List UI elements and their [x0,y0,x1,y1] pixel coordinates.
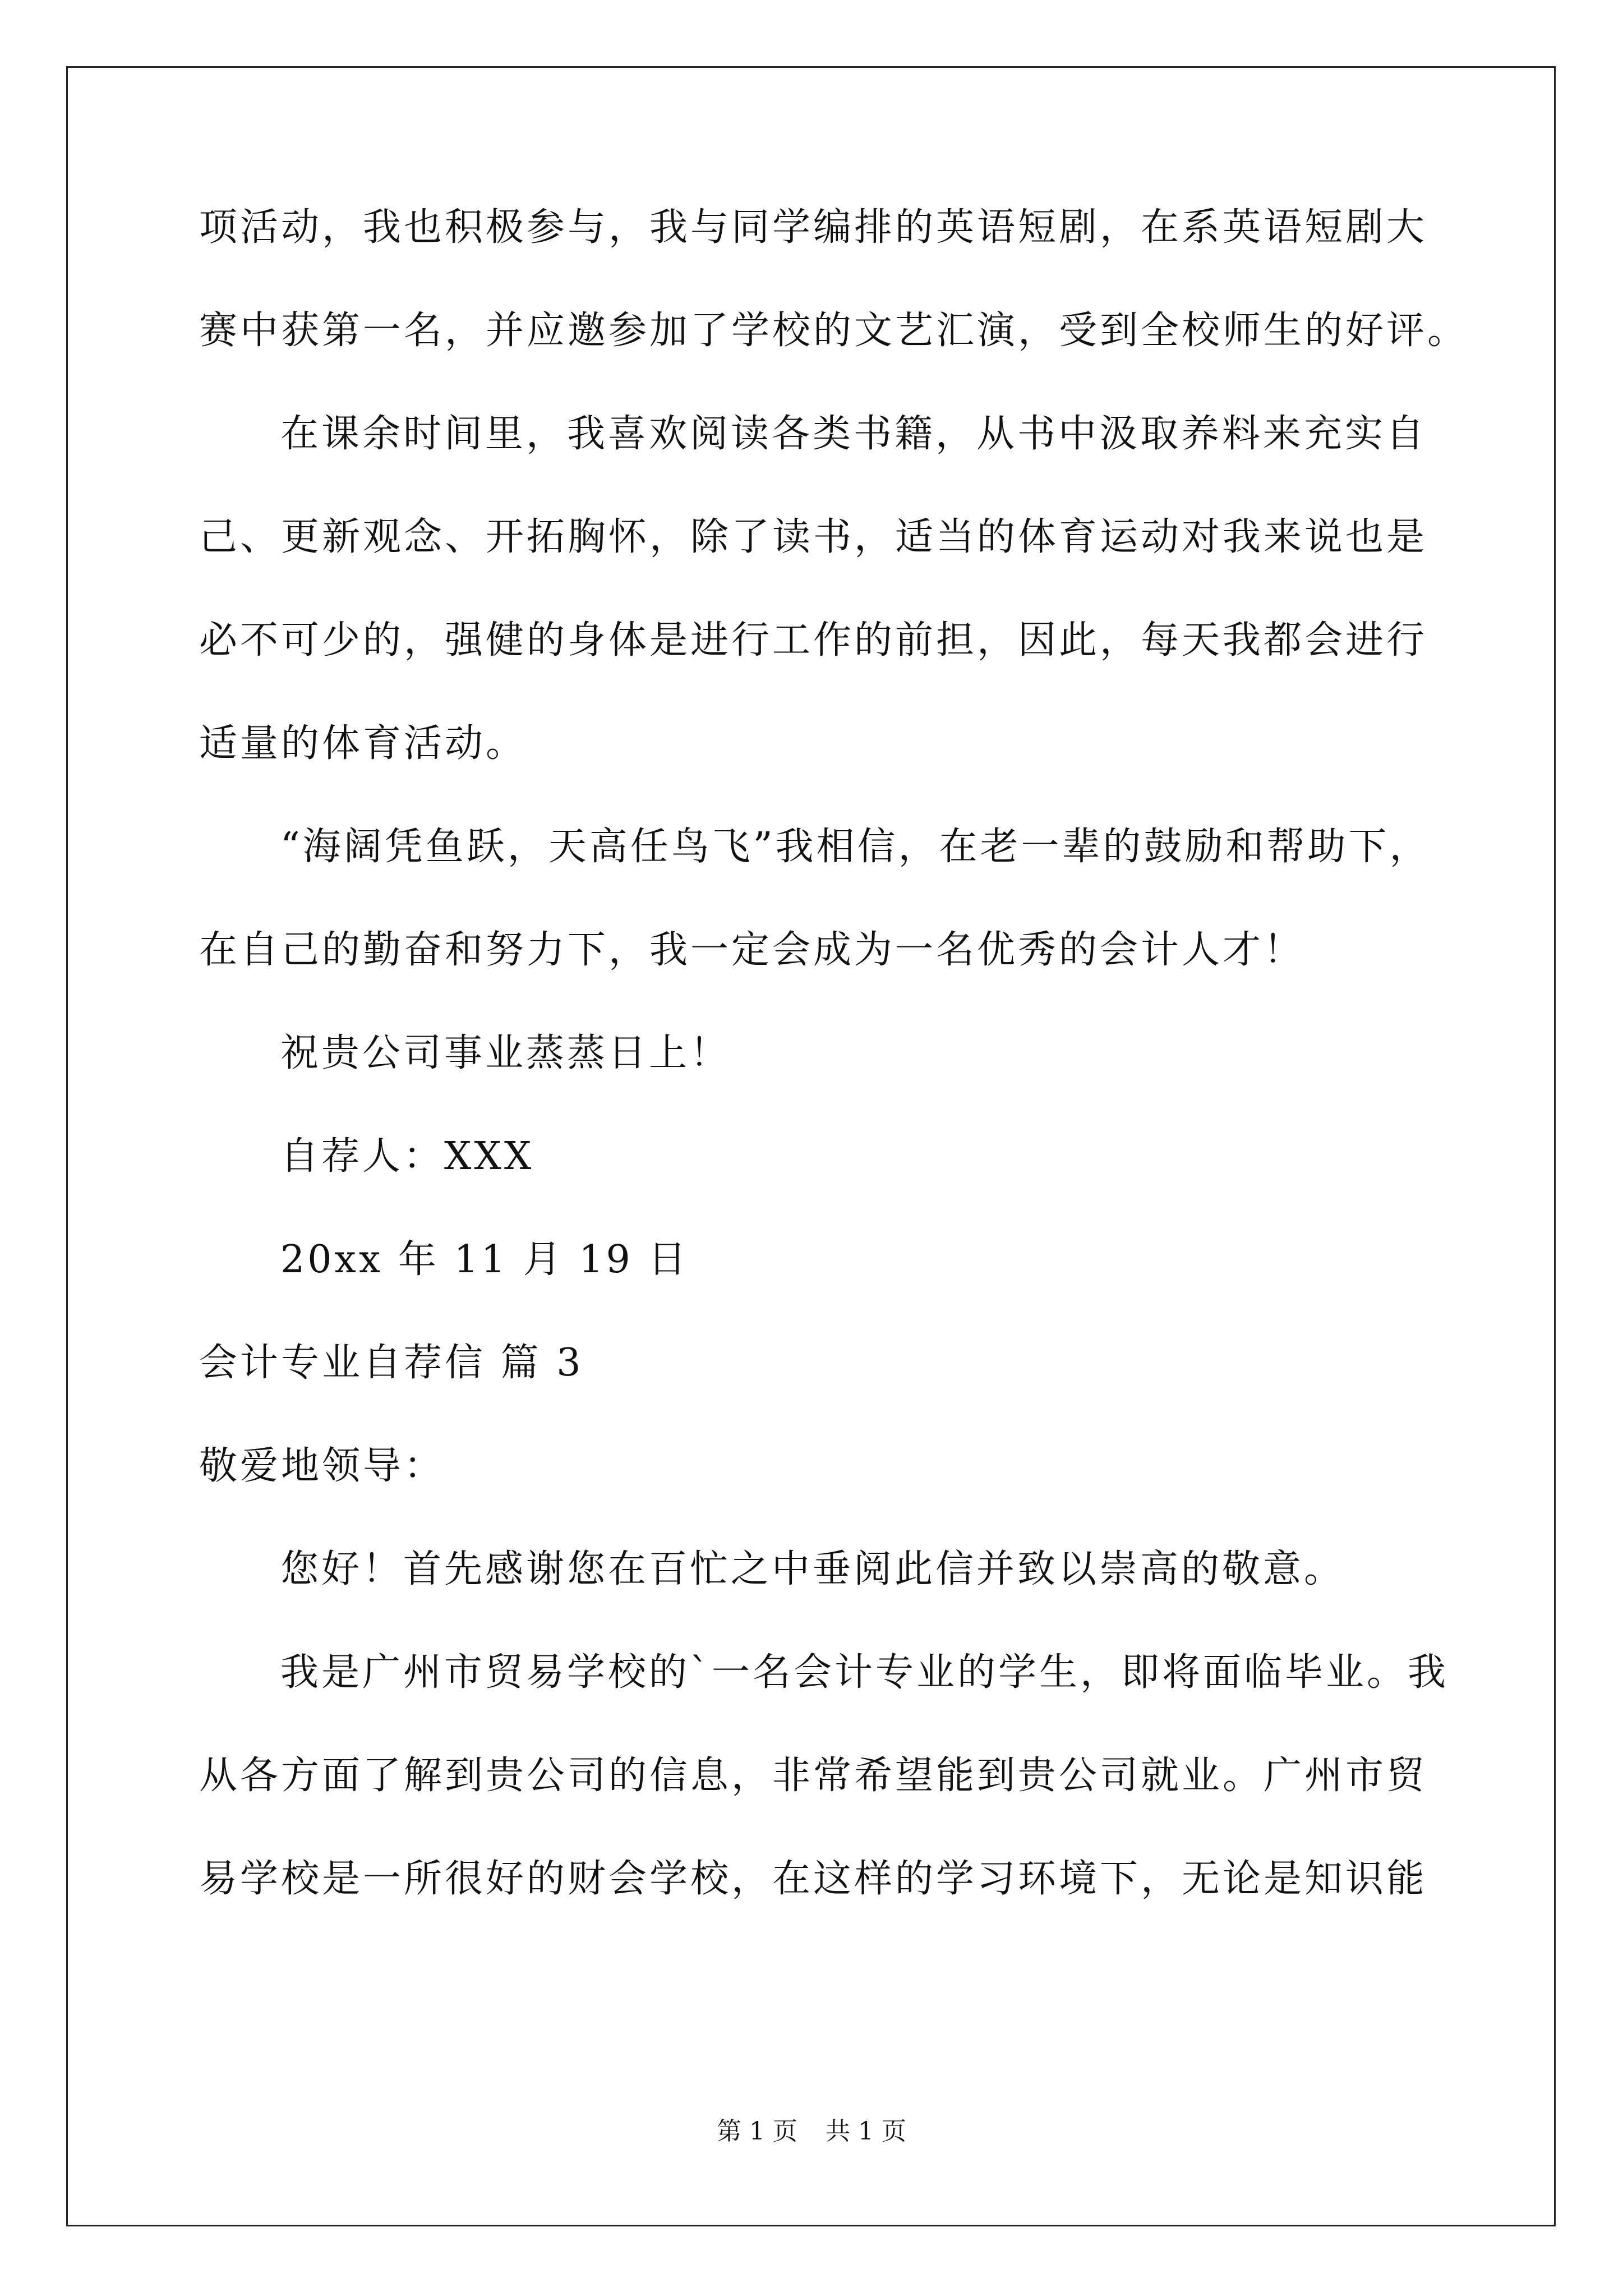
page-number: 第 1 页 [717,2117,797,2146]
page-total: 共 1 页 [826,2117,906,2146]
signature: 自荐人：XXX [280,1134,534,1179]
date: 20xx 年 11 月 19 日 [280,1237,689,1282]
closing-wish: 祝贵公司事业蒸蒸日上！ [280,1031,731,1075]
body-line: “海阔凭鱼跃，天高任鸟飞”我相信，在老一辈的鼓励和帮助下， [280,825,1431,869]
salutation: 敬爱地领导： [199,1444,445,1488]
section-heading: 会计专业自荐信 篇 3 [199,1341,584,1385]
body-line: 项活动，我也积极参与，我与同学编排的英语短剧，在系英语短剧大 [199,205,1428,250]
body-line: 您好！首先感谢您在百忙之中垂阅此信并致以崇高的敬意。 [280,1547,1345,1591]
body-line: 适量的体育活动。 [199,721,527,766]
page-footer [0,2115,1623,2148]
body-line: 在自己的勤奋和努力下，我一定会成为一名优秀的会计人才！ [199,928,1305,972]
body-line: 己、更新观念、开拓胸怀，除了读书，适当的体育运动对我来说也是 [199,515,1428,559]
document-body [199,202,1469,1957]
body-line: 从各方面了解到贵公司的信息，非常希望能到贵公司就业。广州市贸 [199,1754,1428,1798]
body-line: 易学校是一所很好的财会学校，在这样的学习环境下，无论是知识能 [199,1857,1428,1901]
body-line: 必不可少的，强健的身体是进行工作的前担，因此，每天我都会进行 [199,618,1428,662]
body-line: 在课余时间里，我喜欢阅读各类书籍，从书中汲取养料来充实自 [280,412,1427,456]
body-line: 赛中获第一名，并应邀参加了学校的文艺汇演，受到全校师生的好评。 [199,309,1469,353]
body-line: 我是广州市贸易学校的`一名会计专业的学生，即将面临毕业。我 [280,1650,1449,1695]
